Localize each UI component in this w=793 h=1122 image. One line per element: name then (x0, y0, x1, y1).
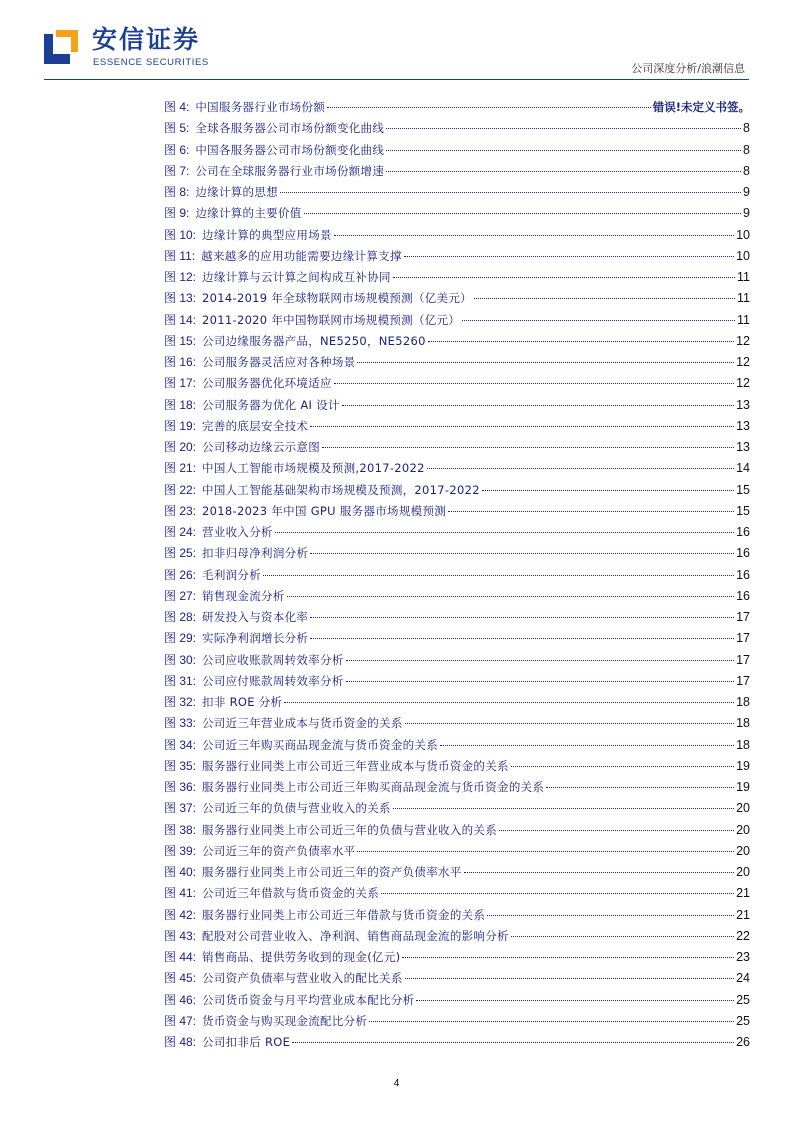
figure-page-number: 13 (736, 397, 750, 412)
figure-title: 边缘计算的典型应用场景 (202, 227, 332, 242)
figure-title: 研发投入与资本化率 (202, 610, 309, 624)
figure-number: 图 24: (164, 525, 197, 539)
figure-title: 服务器行业同类上市公司近三年的资产负债率水平 (202, 865, 462, 879)
dot-leader (404, 255, 734, 257)
toc-entry[interactable] (164, 990, 750, 1011)
dot-leader (381, 892, 734, 894)
figure-title: 公司扣非后 ROE (202, 1035, 291, 1049)
figure-title: 公司服务器灵活应对各种场景 (202, 355, 356, 369)
dot-leader (369, 1020, 734, 1022)
figure-number: 图 5: (164, 121, 190, 136)
figure-number: 图 25: (164, 546, 197, 561)
figure-title: 边缘计算的主要价值 (195, 206, 302, 221)
figure-title: 扣非 ROE 分析 (202, 695, 283, 709)
figure-page-number: 16 (736, 588, 750, 603)
dot-leader (304, 212, 742, 214)
toc-entry[interactable] (164, 586, 750, 607)
figure-page-number: 21 (736, 886, 750, 901)
dot-leader (546, 786, 734, 788)
toc-entry[interactable] (164, 501, 750, 522)
toc-entry[interactable] (164, 926, 750, 947)
figure-title: 2014-2019 年全球物联网市场规模预测（亿美元） (202, 291, 472, 306)
dot-leader (482, 489, 734, 491)
figure-page-number: 25 (736, 1013, 750, 1028)
figure-number: 图 41: (164, 886, 197, 901)
toc-entry[interactable] (164, 968, 750, 989)
toc-entry[interactable] (164, 331, 750, 352)
figure-page-number: 19 (736, 780, 750, 794)
figure-number: 图 46: (164, 992, 197, 1007)
dot-leader (310, 637, 734, 639)
figure-number: 图 16: (164, 355, 197, 369)
figure-number: 图 11: (164, 248, 196, 263)
figure-title: 公司移动边缘云示意图 (202, 440, 321, 454)
toc-entry[interactable] (164, 522, 750, 543)
figure-title: 中国各服务器公司市场份额变化曲线 (195, 142, 385, 157)
figure-title: 公司近三年的资产负债率水平 (202, 843, 356, 858)
dot-leader (310, 552, 734, 554)
toc-entry[interactable] (164, 395, 750, 416)
toc-entry[interactable] (164, 1032, 750, 1053)
toc-entry[interactable] (164, 671, 750, 692)
dot-leader (386, 149, 741, 151)
figure-number: 图 48: (164, 1035, 197, 1049)
figure-page-number: 16 (736, 567, 750, 582)
figure-page-number: 11 (737, 270, 750, 284)
figure-page-number: 20 (736, 865, 750, 879)
figure-number: 图 31: (164, 673, 197, 688)
toc-entry[interactable] (164, 905, 750, 926)
figure-page-number: 8 (743, 163, 750, 178)
dot-leader (462, 319, 735, 321)
figure-number: 图 34: (164, 737, 197, 752)
toc-entry[interactable] (164, 118, 750, 139)
figure-title: 实际净利润增长分析 (202, 631, 309, 646)
figure-number: 图 18: (164, 397, 197, 412)
dot-leader (464, 871, 734, 873)
figure-title: 配股对公司营业收入、净利润、销售商品现金流的影响分析 (202, 928, 509, 943)
dot-leader (393, 276, 735, 278)
page-number: 4 (393, 1078, 400, 1089)
figure-number: 图 44: (164, 950, 197, 964)
figure-page-number: 错误!未定义书签。 (652, 100, 750, 114)
figure-page-number: 16 (736, 546, 750, 561)
figure-title: 货币资金与购买现金流配比分析 (202, 1013, 368, 1028)
figure-number: 图 9: (164, 206, 190, 221)
figure-page-number: 9 (743, 206, 750, 221)
figure-page-number: 8 (743, 121, 750, 136)
figure-number: 图 22: (164, 482, 197, 497)
dot-leader (327, 106, 651, 108)
toc-entry[interactable] (164, 373, 750, 394)
toc-entry[interactable] (164, 798, 750, 819)
toc-entry[interactable] (164, 203, 750, 224)
toc-entry[interactable] (164, 883, 750, 904)
dot-leader (393, 807, 734, 809)
figure-number: 图 23: (164, 503, 197, 518)
figure-page-number: 20 (736, 801, 750, 816)
toc-entry[interactable] (164, 182, 750, 203)
dot-leader (346, 680, 734, 682)
figure-title: 销售现金流分析 (202, 588, 285, 603)
figure-number: 图 35: (164, 758, 197, 773)
figure-number: 图 45: (164, 971, 197, 986)
figure-page-number: 21 (736, 907, 750, 922)
toc-entry[interactable] (164, 288, 750, 309)
figure-page-number: 10 (736, 248, 750, 263)
dot-leader (322, 446, 734, 448)
figure-page-number: 17 (736, 631, 750, 646)
dot-leader (284, 701, 734, 703)
figure-number: 图 39: (164, 843, 197, 858)
figure-number: 图 42: (164, 907, 197, 922)
figure-title: 服务器行业同类上市公司近三年借款与货币资金的关系 (202, 907, 486, 922)
figure-page-number: 8 (743, 142, 750, 157)
dot-leader (416, 999, 734, 1001)
figure-number: 图 7: (164, 163, 190, 178)
dot-leader (334, 234, 734, 236)
dot-leader (263, 574, 734, 576)
figure-title: 公司货币资金与月平均营业成本配比分析 (202, 992, 415, 1007)
figure-number: 图 38: (164, 822, 197, 837)
figure-page-number: 18 (736, 695, 750, 709)
figure-page-number: 11 (737, 291, 750, 306)
dot-leader (275, 531, 734, 533)
figure-title: 公司近三年借款与货币资金的关系 (202, 886, 380, 901)
toc-entry[interactable] (164, 458, 750, 479)
dot-leader (292, 1041, 734, 1043)
toc-entry[interactable] (164, 352, 750, 373)
figure-title: 公司在全球服务器行业市场份额增速 (195, 163, 385, 178)
figure-number: 图 19: (164, 418, 197, 433)
dot-leader (487, 914, 734, 916)
figure-number: 图 20: (164, 440, 197, 454)
figure-number: 图 14: (164, 312, 197, 327)
figure-title: 全球各服务器公司市场份额变化曲线 (195, 121, 385, 136)
figure-page-number: 22 (736, 928, 750, 943)
figure-page-number: 23 (736, 950, 750, 964)
figure-list (164, 97, 750, 1053)
figure-title: 中国人工智能基础架构市场规模及预测，2017-2022 (202, 482, 480, 497)
dot-leader (440, 744, 734, 746)
toc-entry[interactable] (164, 161, 750, 182)
dot-leader (280, 191, 741, 193)
figure-number: 图 27: (164, 588, 197, 603)
dot-leader (310, 425, 734, 427)
toc-entry[interactable] (164, 416, 750, 437)
figure-page-number: 18 (736, 716, 750, 731)
dot-leader (511, 935, 734, 937)
figure-number: 图 47: (164, 1013, 197, 1028)
header-divider (44, 79, 749, 80)
figure-title: 公司资产负债率与营业收入的配比关系 (202, 971, 403, 986)
toc-entry[interactable] (164, 310, 750, 331)
figure-number: 图 32: (164, 695, 197, 709)
figure-number: 图 13: (164, 291, 197, 306)
figure-page-number: 18 (736, 737, 750, 752)
toc-entry[interactable] (164, 820, 750, 841)
toc-entry[interactable] (164, 756, 750, 777)
toc-entry[interactable] (164, 1011, 750, 1032)
dot-leader (346, 659, 734, 661)
figure-title: 中国服务器行业市场份额 (195, 100, 326, 114)
figure-title: 服务器行业同类上市公司近三年购买商品现金流与货币资金的关系 (202, 780, 545, 794)
figure-page-number: 20 (736, 843, 750, 858)
figure-page-number: 17 (736, 673, 750, 688)
toc-entry[interactable] (164, 437, 750, 458)
brand-logo-icon (44, 30, 78, 66)
report-type-label: 公司深度分析/浪潮信息 (631, 62, 745, 75)
dot-leader (357, 850, 734, 852)
figure-page-number: 11 (737, 312, 750, 327)
figure-page-number: 15 (736, 503, 750, 518)
figure-title: 毛利润分析 (202, 567, 262, 582)
figure-title: 中国人工智能市场规模及预测,2017-2022 (202, 461, 425, 476)
toc-entry[interactable] (164, 692, 750, 713)
figure-title: 扣非归母净利润分析 (202, 546, 309, 561)
figure-number: 图 6: (164, 142, 190, 157)
figure-title: 公司应收账款周转效率分析 (202, 652, 344, 667)
figure-page-number: 14 (736, 461, 750, 476)
figure-page-number: 26 (736, 1035, 750, 1049)
dot-leader (386, 127, 741, 129)
figure-title: 销售商品、提供劳务收到的现金(亿元) (202, 950, 401, 964)
figure-page-number: 12 (736, 355, 750, 369)
figure-title: 2011-2020 年中国物联网市场规模预测（亿元） (202, 312, 461, 327)
figure-title: 边缘计算与云计算之间构成互补协同 (202, 270, 391, 284)
dot-leader (474, 297, 735, 299)
dot-leader (511, 765, 734, 767)
figure-page-number: 16 (736, 525, 750, 539)
dot-leader (405, 977, 734, 979)
figure-number: 图 17: (164, 376, 197, 391)
figure-title: 完善的底层安全技术 (202, 418, 309, 433)
brand-name-cn: 安信证券 (92, 25, 201, 54)
figure-page-number: 24 (736, 971, 750, 986)
toc-entry[interactable] (164, 650, 750, 671)
dot-leader (405, 722, 734, 724)
figure-page-number: 13 (736, 418, 750, 433)
figure-number: 图 40: (164, 865, 197, 879)
toc-entry[interactable] (164, 628, 750, 649)
toc-entry[interactable] (164, 267, 750, 288)
figure-number: 图 21: (164, 461, 197, 476)
figure-number: 图 33: (164, 716, 197, 731)
toc-entry[interactable] (164, 543, 750, 564)
toc-entry[interactable] (164, 225, 750, 246)
figure-number: 图 26: (164, 567, 197, 582)
toc-entry[interactable] (164, 735, 750, 756)
figure-number: 图 10: (164, 227, 197, 242)
dot-leader (402, 956, 734, 958)
figure-title: 2018-2023 年中国 GPU 服务器市场规模预测 (202, 503, 447, 518)
figure-page-number: 13 (736, 440, 750, 454)
toc-entry[interactable] (164, 140, 750, 161)
dot-leader (357, 361, 734, 363)
figure-number: 图 43: (164, 928, 197, 943)
figure-page-number: 19 (736, 758, 750, 773)
figure-title: 公司近三年的负债与营业收入的关系 (202, 801, 391, 816)
figure-number: 图 12: (164, 270, 197, 284)
figure-number: 图 4: (164, 100, 190, 114)
figure-title: 服务器行业同类上市公司近三年的负债与营业收入的关系 (202, 822, 498, 837)
dot-leader (310, 616, 734, 618)
figure-page-number: 20 (736, 822, 750, 837)
figure-title: 越来越多的应用功能需要边缘计算支撑 (201, 248, 402, 263)
figure-title: 公司边缘服务器产品，NE5250，NE5260 (202, 333, 426, 348)
figure-title: 营业收入分析 (202, 525, 273, 539)
figure-title: 公司近三年购买商品现金流与货币资金的关系 (202, 737, 439, 752)
dot-leader (448, 510, 734, 512)
dot-leader (427, 467, 734, 469)
figure-number: 图 28: (164, 610, 197, 624)
figure-title: 服务器行业同类上市公司近三年营业成本与货币资金的关系 (202, 758, 509, 773)
figure-page-number: 25 (736, 992, 750, 1007)
dot-leader (428, 340, 734, 342)
figure-page-number: 15 (736, 482, 750, 497)
toc-entry[interactable] (164, 97, 750, 118)
toc-entry[interactable] (164, 480, 750, 501)
toc-entry[interactable] (164, 713, 750, 734)
figure-number: 图 30: (164, 652, 197, 667)
toc-entry[interactable] (164, 947, 750, 968)
dot-leader (342, 404, 734, 406)
figure-page-number: 9 (743, 185, 750, 199)
figure-page-number: 12 (736, 333, 750, 348)
figure-title: 公司应付账款周转效率分析 (202, 673, 344, 688)
toc-entry[interactable] (164, 607, 750, 628)
figure-page-number: 17 (736, 610, 750, 624)
figure-title: 公司近三年营业成本与货币资金的关系 (202, 716, 403, 731)
dot-leader (386, 170, 741, 172)
figure-page-number: 10 (736, 227, 750, 242)
figure-page-number: 12 (736, 376, 750, 391)
toc-entry[interactable] (164, 246, 750, 267)
figure-title: 边缘计算的思想 (195, 185, 278, 199)
toc-entry[interactable] (164, 841, 750, 862)
toc-entry[interactable] (164, 862, 750, 883)
figure-number: 图 15: (164, 333, 197, 348)
toc-entry[interactable] (164, 777, 750, 798)
toc-entry[interactable] (164, 565, 750, 586)
figure-number: 图 36: (164, 780, 197, 794)
figure-page-number: 17 (736, 652, 750, 667)
figure-number: 图 8: (164, 185, 190, 199)
dot-leader (334, 382, 734, 384)
figure-number: 图 29: (164, 631, 197, 646)
brand-name-en: ESSENCE SECURITIES (93, 57, 209, 68)
figure-title: 公司服务器优化环境适应 (202, 376, 332, 391)
figure-number: 图 37: (164, 801, 197, 816)
dot-leader (499, 829, 734, 831)
figure-title: 公司服务器为优化 AI 设计 (202, 397, 340, 412)
dot-leader (287, 595, 734, 597)
